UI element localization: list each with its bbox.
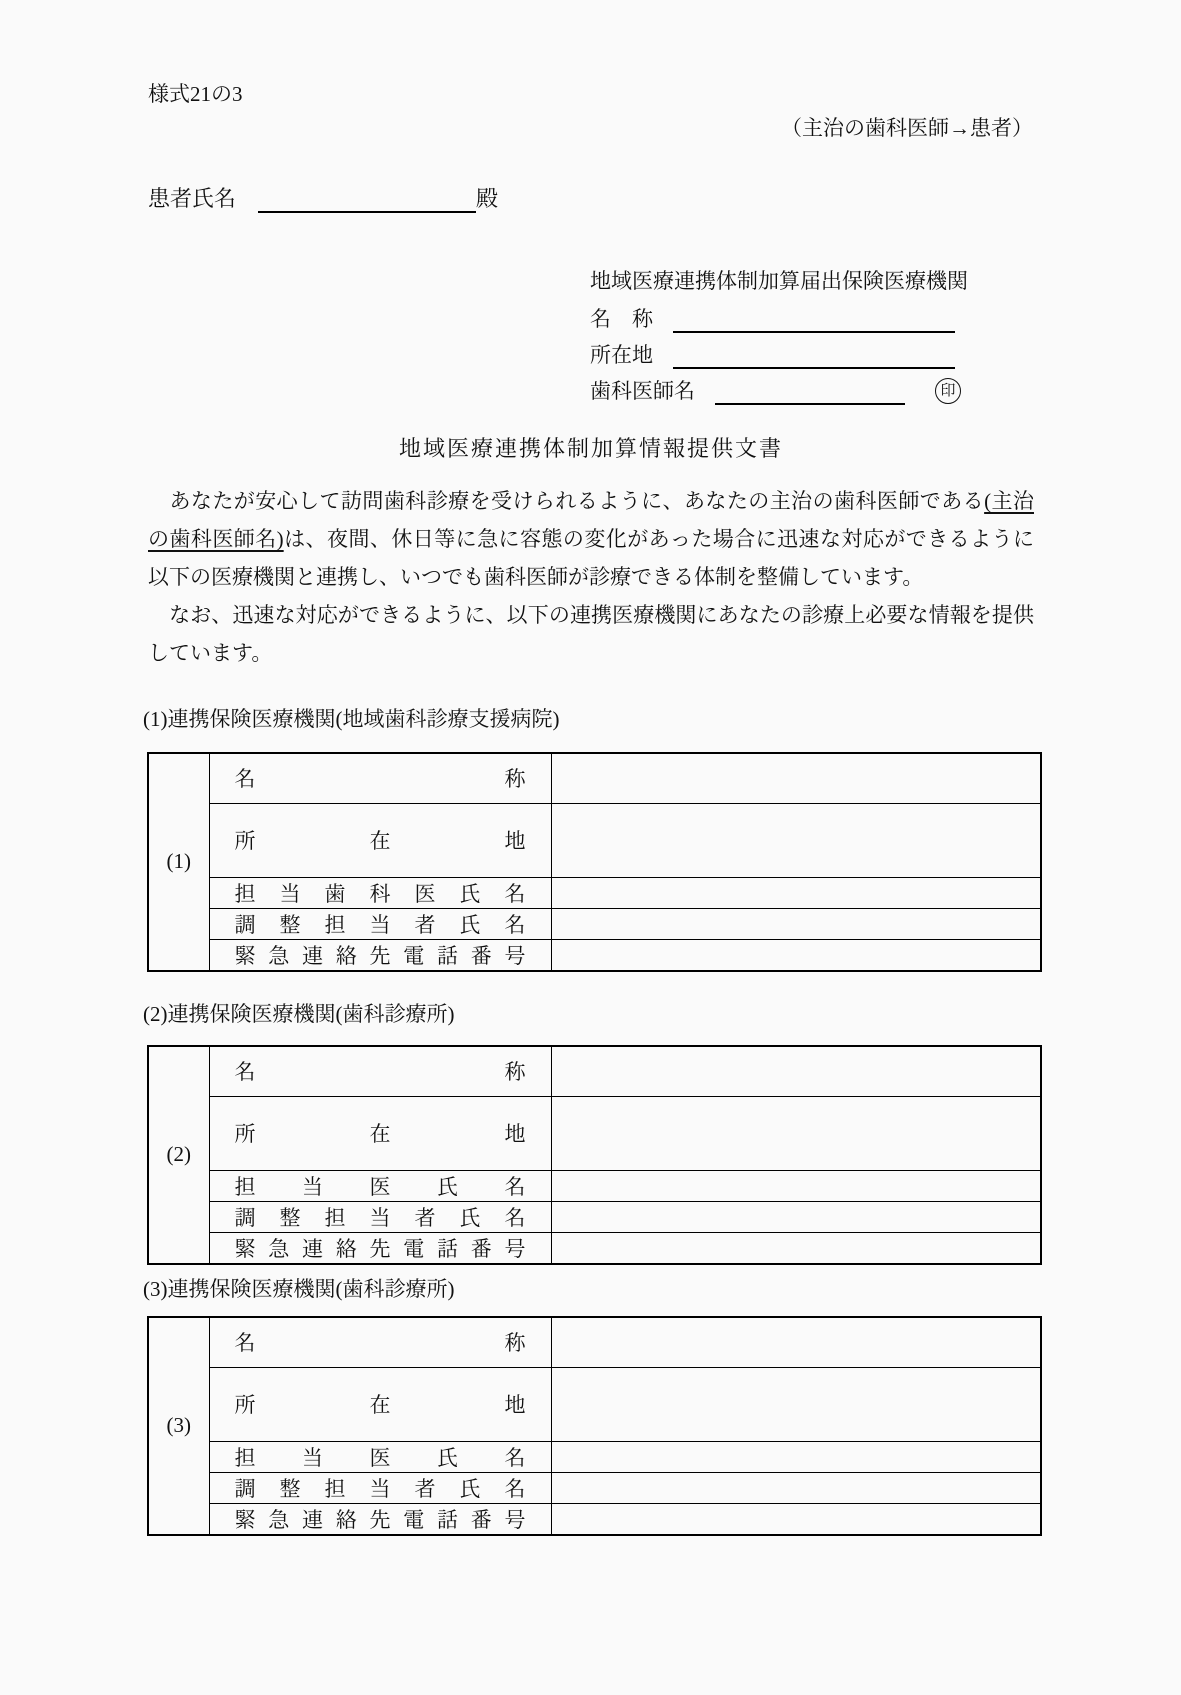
paragraph-1 [148,482,1034,596]
section-3-heading: (3)連携保険医療機関(歯科診療所) [143,1277,455,1301]
issuer-name-label: 名 称 [590,307,653,331]
section-3-number-cell: (3) [148,1317,209,1535]
issuer-heading: 地域医療連携体制加算届出保険医療機関 [590,269,968,293]
issuer-name-blank [673,305,955,333]
row-label-address: 所 在 地 [234,1393,526,1417]
form-number: 様式21の3 [148,82,243,106]
row-label-coordinator: 調 整 担 当 者 氏 名 [234,1476,526,1501]
value-cell-coordinator [551,908,1041,939]
linked-institution-table-2 [147,1045,1042,1265]
dentist-name-placeholder: (主治の歯科医師名) [148,489,1034,551]
value-cell-address [551,803,1041,877]
value-cell-name [551,1317,1041,1367]
patient-name-label: 患者氏名 [148,186,237,211]
section-2-number-cell: (2) [148,1046,209,1264]
paragraph-1-text: あなたが安心して訪問歯科診療を受けられるように、あなたの主治の歯科医師である [148,489,985,513]
issuer-address-line [590,339,955,369]
value-cell-emergency-phone [551,939,1041,971]
issuer-name-line [590,303,955,333]
dentist-name-line [590,375,961,405]
section-1-number-cell: (1) [148,753,209,971]
row-label-emergency-phone: 緊 急 連 絡 先 電 話 番 号 [234,1236,526,1261]
value-cell-dentist [551,877,1041,908]
value-cell-emergency-phone [551,1232,1041,1264]
value-cell-name [551,1046,1041,1096]
patient-name-blank [258,185,476,213]
value-cell-name [551,753,1041,803]
body-text [148,482,1034,672]
row-label-coordinator: 調 整 担 当 者 氏 名 [234,912,526,937]
paragraph-1-text-cont: は、夜間、休日等に急に容態の変化があった場合に迅速な対応ができるように以下の医療機関と連携し、いつでも歯科医師が診療できる体制を整備しています。 [148,527,1034,589]
value-cell-address [551,1367,1041,1441]
row-label-coordinator: 調 整 担 当 者 氏 名 [234,1205,526,1230]
value-cell-emergency-phone [551,1503,1041,1535]
value-cell-coordinator [551,1201,1041,1232]
value-cell-coordinator [551,1472,1041,1503]
value-cell-doctor [551,1170,1041,1201]
row-label-doctor: 担 当 医 氏 名 [234,1174,526,1199]
row-label-doctor: 担 当 医 氏 名 [234,1445,526,1470]
issuer-address-blank [673,341,955,369]
patient-honorific: 殿 [476,186,499,211]
paragraph-2: なお、迅速な対応ができるように、以下の連携医療機関にあなたの診療上必要な情報を提供しています。 [148,603,1034,665]
row-label-address: 所 在 地 [234,829,526,853]
issuer-address-label: 所在地 [590,343,653,367]
section-2-heading: (2)連携保険医療機関(歯科診療所) [143,1002,455,1026]
row-label-dentist: 担 当 歯 科 医 氏 名 [234,881,526,906]
row-label-name: 名 称 [234,1060,526,1085]
row-label-address: 所 在 地 [234,1122,526,1146]
value-cell-doctor [551,1441,1041,1472]
dentist-name-blank [715,377,905,405]
seal-icon: 印 [935,378,961,404]
patient-name-line [148,182,498,213]
value-cell-address [551,1096,1041,1170]
row-label-emergency-phone: 緊 急 連 絡 先 電 話 番 号 [234,943,526,968]
row-label-emergency-phone: 緊 急 連 絡 先 電 話 番 号 [234,1507,526,1532]
row-label-name: 名 称 [234,1331,526,1356]
recipient-note: （主治の歯科医師→患者） [781,116,1033,140]
linked-institution-table-1 [147,752,1042,972]
dentist-name-label: 歯科医師名 [590,379,695,403]
row-label-name: 名 称 [234,767,526,792]
linked-institution-table-3 [147,1316,1042,1536]
document-title: 地域医療連携体制加算情報提供文書 [398,436,783,461]
section-1-heading: (1)連携保険医療機関(地域歯科診療支援病院) [143,707,560,731]
